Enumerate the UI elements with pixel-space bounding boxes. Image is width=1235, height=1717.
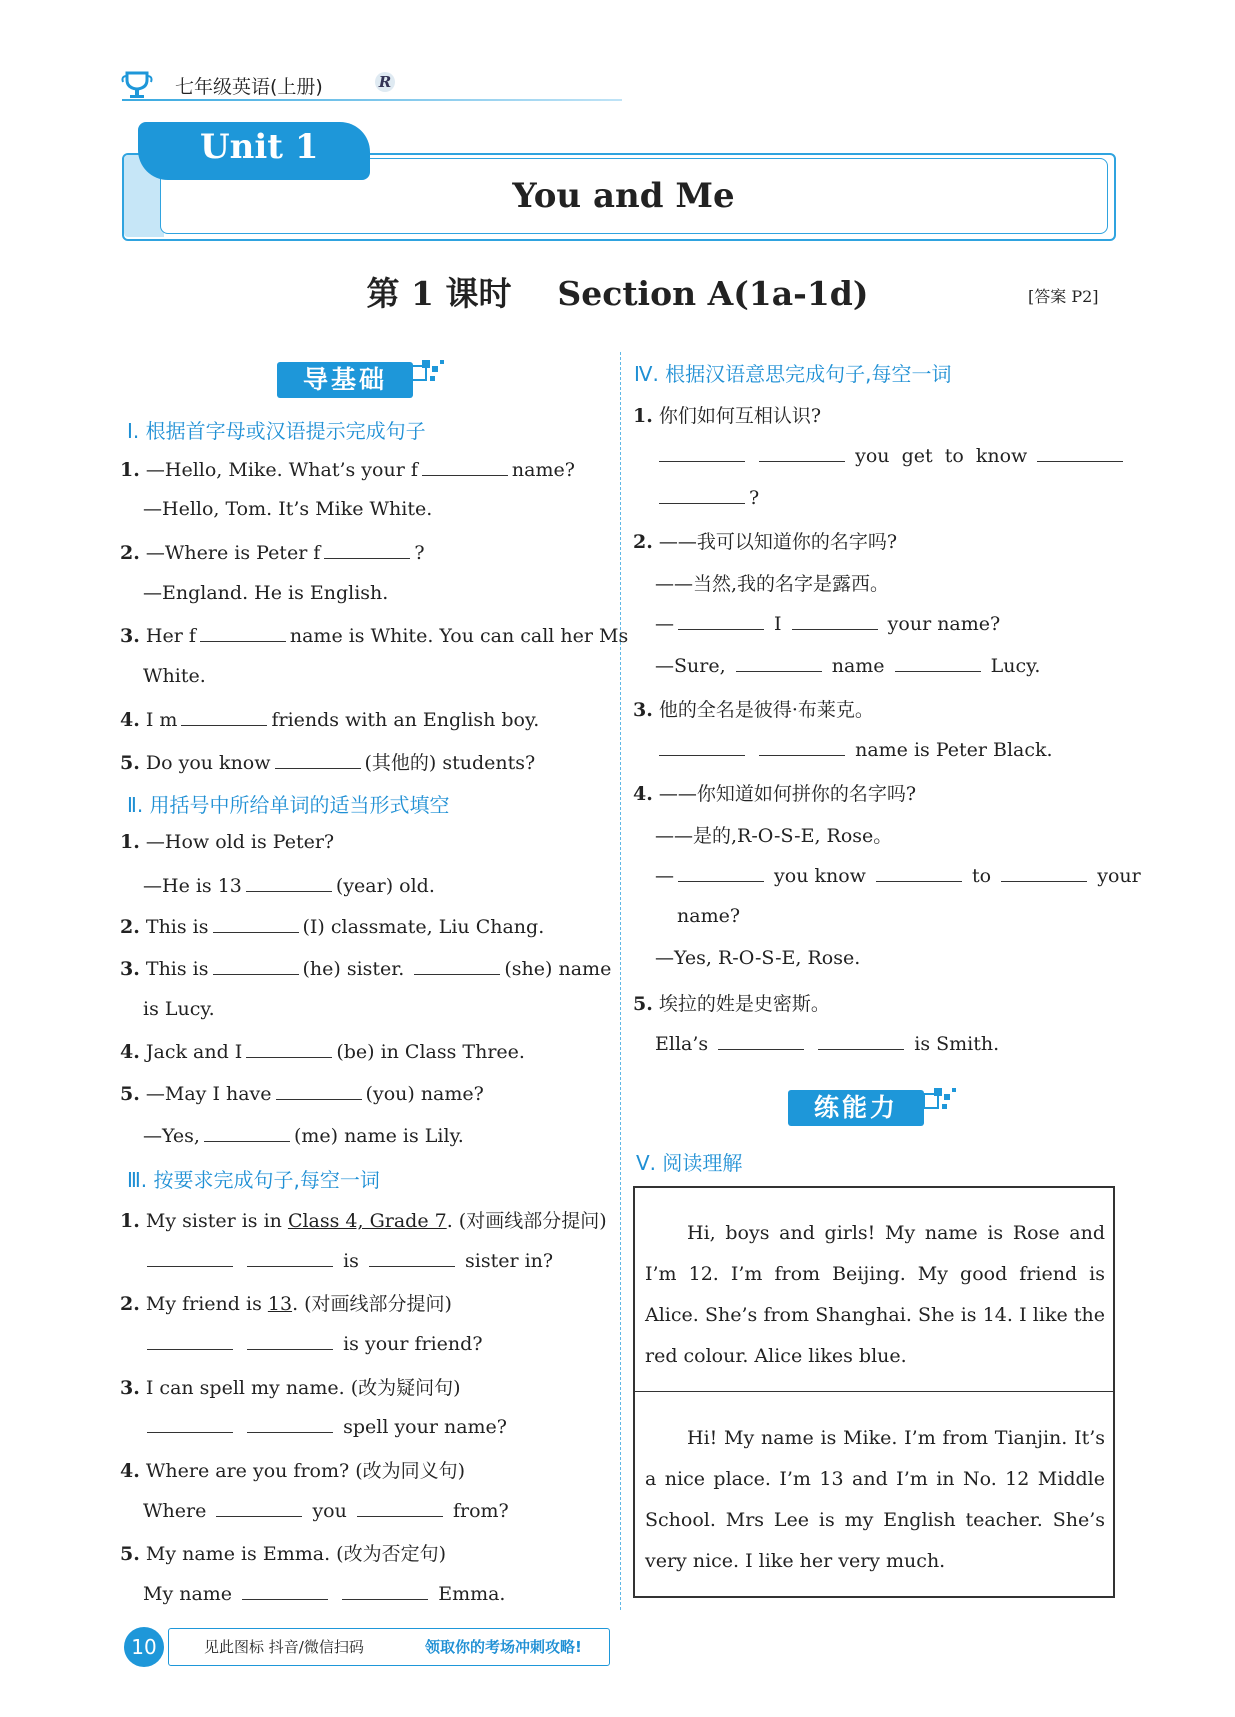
answer-blank[interactable] <box>736 653 822 672</box>
answer-blank[interactable] <box>204 1123 290 1142</box>
trophy-icon <box>120 70 154 100</box>
answer-blank[interactable] <box>895 653 981 672</box>
s4-q3a: name is Peter Black. <box>855 739 1053 761</box>
s3-line-8b: you <box>312 1500 347 1522</box>
s1-item-3: 3. Her f name is White. You can call her Ms <box>120 625 629 647</box>
s3-line-2b: sister in? <box>465 1250 554 1272</box>
section-4-heading: Ⅳ. 根据汉语意思完成句子,每空一词 <box>634 362 952 386</box>
answer-blank[interactable] <box>357 1498 443 1517</box>
s4-q1: 你们如何互相认识? <box>658 405 822 427</box>
s3-line-10b: Emma. <box>438 1583 506 1605</box>
answer-blank[interactable] <box>147 1248 233 1267</box>
s3-item-3: 3. I can spell my name. (改为疑问句) <box>120 1377 461 1399</box>
s2-line-8b: (me) name is Lily. <box>293 1125 464 1147</box>
s1-line-8: Do you know <box>145 752 271 774</box>
answer-blank[interactable] <box>876 863 962 882</box>
s4-item-5: 5. 埃拉的姓是史密斯。 <box>633 993 830 1015</box>
s1-line-6: White. <box>143 665 206 687</box>
answer-blank[interactable] <box>181 707 267 726</box>
s3-line-6 <box>143 1414 507 1438</box>
page-number: 10 <box>124 1627 164 1667</box>
s4-q4g: —Yes, R-O-S-E, Rose. <box>655 947 861 969</box>
s1-line-4: —England. He is English. <box>143 582 389 604</box>
s4-q1-end <box>655 485 759 509</box>
s1-item-4: 4. I m friends with an English boy. <box>120 709 540 731</box>
answer-blank[interactable] <box>147 1331 233 1350</box>
s3-item-1: 1. My sister is in Class 4, Grade 7. (对画线部分提问) <box>120 1210 607 1232</box>
badge-decoration-icon <box>922 1084 958 1120</box>
s4-item-1: 1. 你们如何互相认识? <box>633 405 822 427</box>
s3-line-9: My name is Emma. (改为否定句) <box>145 1543 446 1565</box>
s3-line-4 <box>143 1331 483 1355</box>
s3-line-2a: is <box>343 1250 359 1272</box>
s3-line-7: Where are you from? (改为同义句) <box>145 1460 466 1482</box>
s1-line-7b: friends with an English boy. <box>271 709 540 731</box>
s1-line-5b: name is White. You can call her Ms <box>289 625 629 647</box>
s4-q3: 他的全名是彼得·布莱克。 <box>658 699 874 721</box>
badge-decoration-icon <box>410 356 446 392</box>
answer-blank[interactable] <box>247 1331 333 1350</box>
ability-badge: 练能力 <box>788 1090 924 1126</box>
s4-q4-line: — you know to your <box>655 865 1141 887</box>
s2-line-3b: (I) classmate, Liu Chang. <box>302 916 545 938</box>
answer-blank[interactable] <box>247 1248 333 1267</box>
s3-line-4-text: is your friend? <box>343 1333 483 1355</box>
s2-line-6: Jack and I <box>145 1041 243 1063</box>
s3-underlined-1: Class 4, Grade 7 <box>287 1210 447 1232</box>
s1-line-1: —Hello, Mike. What’s your f <box>145 459 418 481</box>
section-5-heading: Ⅴ. 阅读理解 <box>636 1151 743 1175</box>
s2-line-7b: (you) name? <box>365 1083 484 1105</box>
s4-q2g: Lucy. <box>990 655 1041 677</box>
answer-blank[interactable] <box>276 1081 362 1100</box>
s2-item-2: 2. This is (I) classmate, Liu Chang. <box>120 916 545 938</box>
s1-line-5: Her f <box>145 625 196 647</box>
s1-line-2: —Hello, Tom. It’s Mike White. <box>143 498 433 520</box>
s3-item-5: 5. My name is Emma. (改为否定句) <box>120 1543 446 1565</box>
answer-blank[interactable] <box>718 1031 804 1050</box>
s4-q2e: —Sure, <box>655 655 726 677</box>
answer-blank[interactable] <box>422 457 508 476</box>
s4-q5b: is Smith. <box>914 1033 1000 1055</box>
answer-blank[interactable] <box>213 956 299 975</box>
answer-blank[interactable] <box>759 443 845 462</box>
s3-line-10 <box>143 1581 505 1605</box>
s4-item-2: 2. ——我可以知道你的名字吗? <box>633 531 898 553</box>
s2-line-4c: (she) name <box>504 958 612 980</box>
s3-line-5: I can spell my name. (改为疑问句) <box>145 1377 461 1399</box>
answer-blank[interactable] <box>414 956 500 975</box>
s2-item-3: 3. This is (he) sister. (she) name <box>120 958 612 980</box>
s2-line-2b: (year) old. <box>335 875 435 897</box>
s3-line-8 <box>143 1498 509 1522</box>
s4-item-4: 4. ——你知道如何拼你的名字吗? <box>633 783 917 805</box>
answer-blank[interactable] <box>213 914 299 933</box>
s2-item-1: 1. —How old is Peter? <box>120 831 335 853</box>
answer-blank[interactable] <box>659 485 745 504</box>
answer-blank[interactable] <box>147 1414 233 1433</box>
s3-line-2 <box>143 1248 553 1272</box>
s3-underlined-2: 13 <box>267 1293 293 1315</box>
answer-blank[interactable] <box>678 611 764 630</box>
s4-q2-line1: — I your name? <box>655 613 1001 635</box>
s4-q3-line <box>655 737 1053 761</box>
answer-blank[interactable] <box>818 1031 904 1050</box>
answer-blank[interactable] <box>342 1581 428 1600</box>
s4-q2a: ——我可以知道你的名字吗? <box>658 531 898 553</box>
column-divider <box>620 352 621 1610</box>
s4-item-3: 3. 他的全名是彼得·布莱克。 <box>633 699 874 721</box>
s3-item-2: 2. My friend is 13. (对画线部分提问) <box>120 1293 452 1315</box>
answer-blank[interactable] <box>1037 443 1123 462</box>
s4-q4c: you know <box>774 865 866 887</box>
unit-title: You and Me <box>512 176 735 216</box>
answer-blank[interactable] <box>246 873 332 892</box>
s4-q2c: I <box>774 613 782 635</box>
s1-line-3: —Where is Peter f <box>145 542 321 564</box>
s1-line-3b: ? <box>414 542 425 564</box>
s2-line-2a: —He is 13 <box>143 875 242 897</box>
s3-item-4: 4. Where are you from? (改为同义句) <box>120 1460 466 1482</box>
s3-line-1b: . (对画线部分提问) <box>446 1210 607 1232</box>
s1-item-1: 1. —Hello, Mike. What’s your f name? <box>120 459 575 481</box>
passage-1: Hi, boys and girls! My name is Rose and I’m 12. I’m from Beijing. My good friend is Alice. She’s from Shanghai. She is 14. I like the red colour. Alice likes blue. <box>645 1222 1105 1367</box>
s4-q5-line <box>655 1031 999 1055</box>
s1-line-1b: name? <box>511 459 575 481</box>
s3-line-8a: Where <box>143 1500 207 1522</box>
s4-q4d: to <box>972 865 992 887</box>
s4-q2-line2 <box>655 653 1040 677</box>
s4-q4e: your <box>1097 865 1141 887</box>
s2-line-8 <box>143 1123 464 1147</box>
s2-line-1: —How old is Peter? <box>145 831 335 853</box>
passage-2: Hi! My name is Mike. I’m from Tianjin. It’s a nice place. I’m 13 and I’m in No. 12 Middle School. Mrs Lee is my English teacher. She’s very nice. I like her very much. <box>645 1427 1105 1572</box>
answer-blank[interactable] <box>678 863 764 882</box>
s4-q2f: name <box>831 655 885 677</box>
s3-line-3b: . (对画线部分提问) <box>292 1293 452 1315</box>
s2-item-5: 5. —May I have (you) name? <box>120 1083 484 1105</box>
answer-blank[interactable] <box>247 1414 333 1433</box>
s1-item-2: 2. —Where is Peter f ? <box>120 542 425 564</box>
unit-label: Unit 1 <box>200 127 319 167</box>
s4-q1a: you get to know <box>855 445 1028 467</box>
s4-q1-line <box>655 443 1127 467</box>
s3-line-8c: from? <box>452 1500 509 1522</box>
answer-blank[interactable] <box>759 737 845 756</box>
s2-line-3: This is <box>145 916 209 938</box>
footer-cta: 领取你的考场冲刺攻略! <box>425 1638 582 1656</box>
answer-blank[interactable] <box>792 611 878 630</box>
s2-line-8a: —Yes, <box>143 1125 200 1147</box>
edition-mark: R <box>375 72 395 92</box>
answer-blank[interactable] <box>659 737 745 756</box>
answer-blank[interactable] <box>369 1248 455 1267</box>
answer-blank[interactable] <box>216 1498 302 1517</box>
book-title: 七年级英语(上册) <box>175 76 323 98</box>
answer-blank[interactable] <box>275 750 361 769</box>
s2-line-4b: (he) sister. <box>302 958 405 980</box>
section-1-heading: Ⅰ. 根据首字母或汉语提示完成句子 <box>127 419 426 443</box>
s4-q2d: your name? <box>887 613 1001 635</box>
section-2-heading: Ⅱ. 用括号中所给单词的适当形式填空 <box>127 793 450 817</box>
s3-line-1a: My sister is in <box>145 1210 282 1232</box>
s4-q5a: Ella’s <box>655 1033 709 1055</box>
s2-item-4: 4. Jack and I (be) in Class Three. <box>120 1041 525 1063</box>
footer-text: 见此图标 抖音/微信扫码 <box>204 1638 364 1656</box>
s2-line-7: —May I have <box>145 1083 272 1105</box>
s2-line-5: is Lucy. <box>143 998 215 1020</box>
reading-separator <box>633 1391 1113 1392</box>
s2-line-2 <box>143 873 435 897</box>
s4-q4b: ——是的,R-O-S-E, Rose。 <box>655 825 893 847</box>
s3-line-10a: My name <box>143 1583 233 1605</box>
s1-line-8b: (其他的) students? <box>364 752 536 774</box>
answer-blank[interactable] <box>242 1581 328 1600</box>
answer-blank[interactable] <box>659 443 745 462</box>
answer-blank[interactable] <box>1001 863 1087 882</box>
answer-blank[interactable] <box>324 540 410 559</box>
foundation-badge: 导基础 <box>277 362 413 398</box>
s4-q4f: name? <box>677 905 741 927</box>
answer-blank[interactable] <box>246 1039 332 1058</box>
s1-item-5: 5. Do you know (其他的) students? <box>120 752 536 774</box>
header-rule <box>122 99 622 101</box>
answer-reference: [答案 P2] <box>1028 287 1099 306</box>
s2-line-4: This is <box>145 958 209 980</box>
answer-blank[interactable] <box>200 623 286 642</box>
s4-q1b: ? <box>749 487 760 509</box>
s4-q4a: ——你知道如何拼你的名字吗? <box>658 783 917 805</box>
section-3-heading: Ⅲ. 按要求完成句子,每空一词 <box>127 1168 380 1192</box>
s1-line-7: I m <box>145 709 178 731</box>
s2-line-6b: (be) in Class Three. <box>336 1041 525 1063</box>
lesson-title: 第 1 课时 Section A(1a-1d) <box>366 274 869 313</box>
s3-line-3a: My friend is <box>145 1293 262 1315</box>
s4-q5: 埃拉的姓是史密斯。 <box>658 993 830 1015</box>
s3-line-6-text: spell your name? <box>343 1416 507 1438</box>
s4-q2b: ——当然,我的名字是露西。 <box>655 573 890 595</box>
